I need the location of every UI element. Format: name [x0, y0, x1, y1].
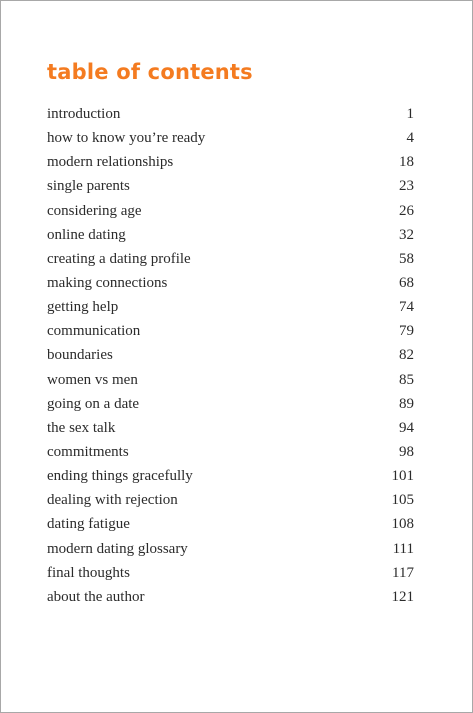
toc-entry: [47, 174, 414, 198]
toc-list: [47, 102, 414, 609]
toc-entry-title: ending things gracefully: [47, 468, 193, 485]
toc-entry: [47, 488, 414, 512]
toc-entry-page-number: 85: [399, 371, 414, 388]
toc-entry-page-number: 111: [392, 540, 414, 557]
toc-entry-page-number: 58: [399, 250, 414, 267]
toc-entry: [47, 295, 414, 319]
toc-entry: [47, 464, 414, 488]
toc-entry-title: final thoughts: [47, 564, 130, 581]
toc-entry-page-number: 94: [399, 419, 414, 436]
toc-entry-title: dealing with rejection: [47, 492, 178, 509]
toc-entry-title: introduction: [47, 106, 121, 122]
toc-entry: [47, 126, 414, 150]
toc-entry-title: creating a dating profile: [47, 250, 191, 267]
toc-entry-page-number: 4: [406, 130, 414, 147]
toc-entry-title: the sex talk: [47, 419, 116, 436]
toc-entry: [47, 223, 414, 247]
toc-entry-page-number: 32: [399, 226, 414, 243]
toc-entry: [47, 150, 414, 174]
toc-entry-page-number: 79: [399, 323, 414, 340]
toc-entry: [47, 319, 414, 343]
toc-entry-title: modern relationships: [47, 154, 174, 171]
toc-entry: [47, 440, 414, 464]
toc-entry-page-number: 18: [399, 154, 414, 171]
toc-entry-page-number: 1: [406, 106, 414, 122]
toc-entry: [47, 247, 414, 271]
toc-entry-page-number: 82: [399, 347, 414, 364]
toc-entry: [47, 368, 414, 392]
toc-entry-page-number: 74: [399, 299, 414, 316]
toc-entry-title: going on a date: [47, 395, 140, 412]
toc-entry-title: communication: [47, 323, 141, 340]
toc-entry-title: online dating: [47, 226, 126, 243]
toc-entry: [47, 561, 414, 585]
toc-entry-title: about the author: [47, 588, 145, 605]
toc-entry: [47, 416, 414, 440]
toc-entry-page-number: 101: [391, 468, 414, 485]
toc-entry-title: how to know you’re ready: [47, 130, 206, 147]
toc-entry-title: single parents: [47, 178, 130, 195]
toc-entry: [47, 392, 414, 416]
toc-entry: [47, 343, 414, 367]
toc-entry-page-number: 117: [392, 564, 414, 581]
toc-entry-title: making connections: [47, 274, 168, 291]
toc-entry: [47, 271, 414, 295]
toc-entry-title: getting help: [47, 299, 119, 316]
toc-entry: [47, 585, 414, 609]
toc-entry-title: considering age: [47, 202, 142, 219]
toc-entry-page-number: 26: [399, 202, 414, 219]
toc-entry-page-number: 23: [399, 178, 414, 195]
toc-entry-title: boundaries: [47, 347, 113, 364]
toc-entry: [47, 537, 414, 561]
toc-entry: [47, 199, 414, 223]
toc-entry-page-number: 105: [391, 492, 414, 509]
toc-entry: [47, 512, 414, 536]
toc-entry-title: modern dating glossary: [47, 540, 188, 557]
toc-entry-page-number: 121: [391, 588, 414, 605]
toc-entry-page-number: 108: [391, 516, 414, 533]
toc-entry-page-number: 98: [399, 443, 414, 460]
toc-entry-title: dating fatigue: [47, 516, 130, 533]
toc-entry-page-number: 89: [399, 395, 414, 412]
toc-entry-title: women vs men: [47, 371, 138, 388]
toc-entry: [47, 102, 414, 126]
toc-entry-title: commitments: [47, 443, 129, 460]
page-title: table of contents: [47, 60, 253, 84]
toc-entry-page-number: 68: [399, 274, 414, 291]
